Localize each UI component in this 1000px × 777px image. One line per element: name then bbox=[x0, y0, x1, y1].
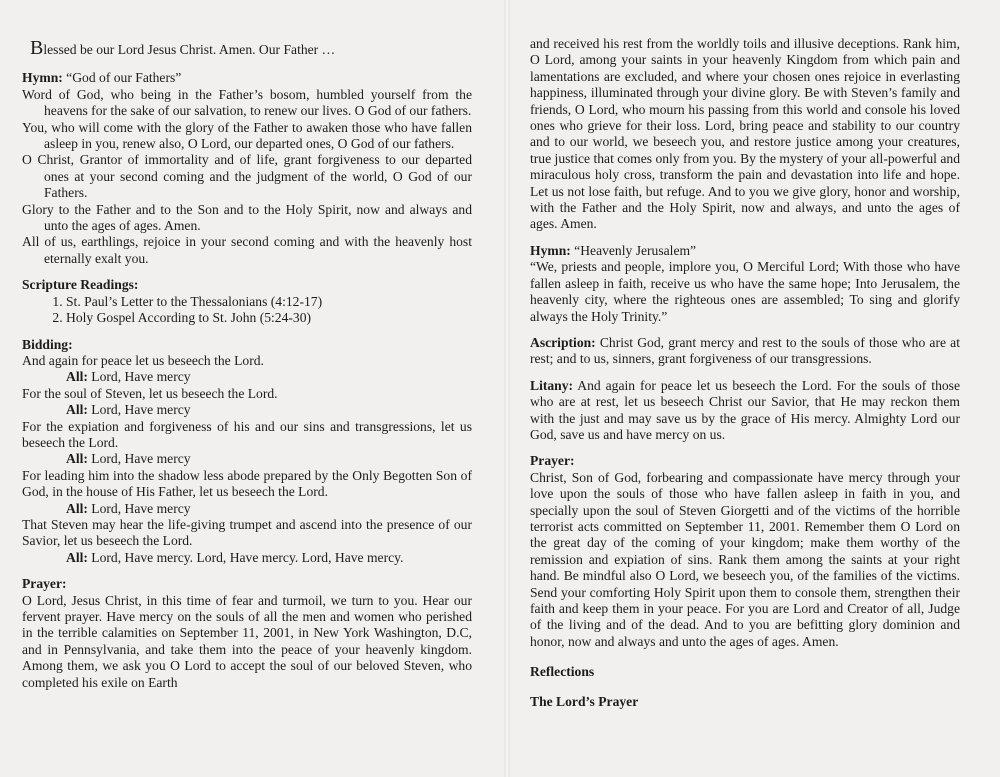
hymn-verse: Word of God, who being in the Father’s bosom, humbled yourself from the heavens for the sake of our salvation, to renew our lives. O God of our fathers. bbox=[22, 86, 472, 119]
lords-prayer-heading: The Lord’s Prayer bbox=[530, 694, 639, 710]
prayer-heading: Prayer: bbox=[22, 576, 67, 592]
prayer2-text: Christ, Son of God, forbearing and compassionate have mercy through your love upon the souls of those who have fallen asleep in faith in you, and specially upon the soul of Steven Giorgetti and of the victims of the horrible terrorist acts committed on September 11, 2001. Remember them O Lord on the great day of the coming of your kingdom; make them worthy of the remission and expiation of sins. Rank them among the saints at your right hand. Be mindful also O Lord, we beseech you, of the families of the victims. Send your comforting Holy Spirit upon them to console them, strengthen their faith and keep them in your peace. For you are Lord and Creator of all, Judge of the living and of the dead. And to you are befitting glory dominion and honor, now and always and unto the ages of ages. Amen. bbox=[530, 469, 960, 649]
hymn2-text: “We, priests and people, implore you, O Merciful Lord; With those who have fallen asleep in faith, receive us who have the same hope; Into Jerusalem, the heavenly city, where the righteous ones are assembled; To sing and glorify always the Holy Trinity.” bbox=[530, 259, 960, 324]
reading-item: 2. Holy Gospel According to St. John (5:24-30) bbox=[66, 310, 472, 326]
bidding-petition: For the soul of Steven, let us beseech the Lord. bbox=[22, 385, 278, 401]
ascription-paragraph: Ascription: Christ God, grant mercy and rest to the souls of those who are at rest; and to us, sinners, grant forgiveness of our transgressions. bbox=[530, 334, 960, 367]
hymn-verse: O Christ, Grantor of immortality and of life, grant forgiveness to our departed ones at your second coming and the judgment of the world, O God of our Fathers. bbox=[22, 152, 472, 201]
bidding-response: All: Lord, Have mercy bbox=[66, 500, 191, 516]
readings-list bbox=[22, 294, 472, 327]
page-fold bbox=[504, 0, 510, 777]
litany-paragraph: Litany: And again for peace let us beseech the Lord. For the souls of those who are at rest, let us beseech Christ our Savior, that He may reckon them with the just and may save us by the grace of His mercy. Almighty Lord our God, save us and have mercy on us. bbox=[530, 377, 960, 442]
drop-cap: B bbox=[30, 37, 44, 59]
hymn-verse: All of us, earthlings, rejoice in your second coming and with the heavenly host eternally exalt you. bbox=[22, 234, 472, 266]
reading-item: 1. St. Paul’s Letter to the Thessalonians (4:12-17) bbox=[66, 294, 472, 310]
hymn-heading: Hymn: “God of our Fathers” bbox=[22, 70, 182, 86]
prayer-text: O Lord, Jesus Christ, in this time of fear and turmoil, we turn to you. Hear our fervent prayer. Have mercy on the souls of all the men and women who perished in the terrible calamities on September 11, 2001, in New York Washington, D.C, and in Pennsylvania, and take them into the peace of your heavenly kingdom. Among them, we ask you O Lord to accept the soul of our beloved Steven, who completed his exile on Earth bbox=[22, 592, 472, 690]
hymn-verse: You, who will come with the glory of the Father to awaken those who have fallen asleep in you, renew also, O Lord, our departed ones, O God of our fathers. bbox=[22, 119, 472, 152]
reflections-heading: Reflections bbox=[530, 664, 595, 680]
prayer-continuation: and received his rest from the worldly toils and illusive deceptions. Rank him, O Lord, among your saints in your heavenly Kingdom from which pain and lamentations are excluded, and where your chosen ones rejoice in everlasting happiness, illuminated through your divine glory. Be with Steven’s family and friends, O Lord, who mourn his passing from this world and console his loved ones who grieve for their loss. Lord, bring peace and stability to our country and to our world, we beseech you, and restore justice among your creatures, true justice that comes only from you. By the mystery of your all-powerful and miraculous holy cross, transform the pain and devastation into life and hope. Let us not lose faith, but refuge. And to you we give glory, honor and worship, with the Father and the Holy Spirit, now and always, and unto the ages of ages. Amen. bbox=[530, 36, 960, 232]
hymn-verse: Glory to the Father and to the Son and to the Holy Spirit, now and always and unto the ages of ages. Amen. bbox=[22, 201, 472, 234]
bidding-response: All: Lord, Have mercy bbox=[66, 369, 191, 385]
bidding-petition: And again for peace let us beseech the Lord. bbox=[22, 352, 264, 368]
bidding-response: All: Lord, Have mercy bbox=[66, 451, 191, 467]
opening-line: Blessed be our Lord Jesus Christ. Amen. Our Father … bbox=[30, 37, 336, 59]
bidding-response: All: Lord, Have mercy. Lord, Have mercy. Lord, Have mercy. bbox=[66, 549, 404, 565]
bidding-response: All: Lord, Have mercy bbox=[66, 402, 191, 418]
bidding-petition: That Steven may hear the life-giving trumpet and ascend into the presence of our Savior, let us beseech the Lord. bbox=[22, 516, 472, 549]
readings-heading: Scripture Readings: bbox=[22, 277, 139, 293]
hymn2-heading: Hymn: “Heavenly Jerusalem” bbox=[530, 242, 697, 258]
prayer2-heading: Prayer: bbox=[530, 453, 575, 469]
bidding-petition: For leading him into the shadow less abode prepared by the Only Begotten Son of God, in the house of His Father, let us beseech the Lord. bbox=[22, 467, 472, 500]
right-page bbox=[512, 0, 1000, 777]
bidding-petition: For the expiation and forgiveness of his and our sins and transgressions, let us beseech the Lord. bbox=[22, 418, 472, 450]
bidding-heading: Bidding: bbox=[22, 336, 73, 352]
